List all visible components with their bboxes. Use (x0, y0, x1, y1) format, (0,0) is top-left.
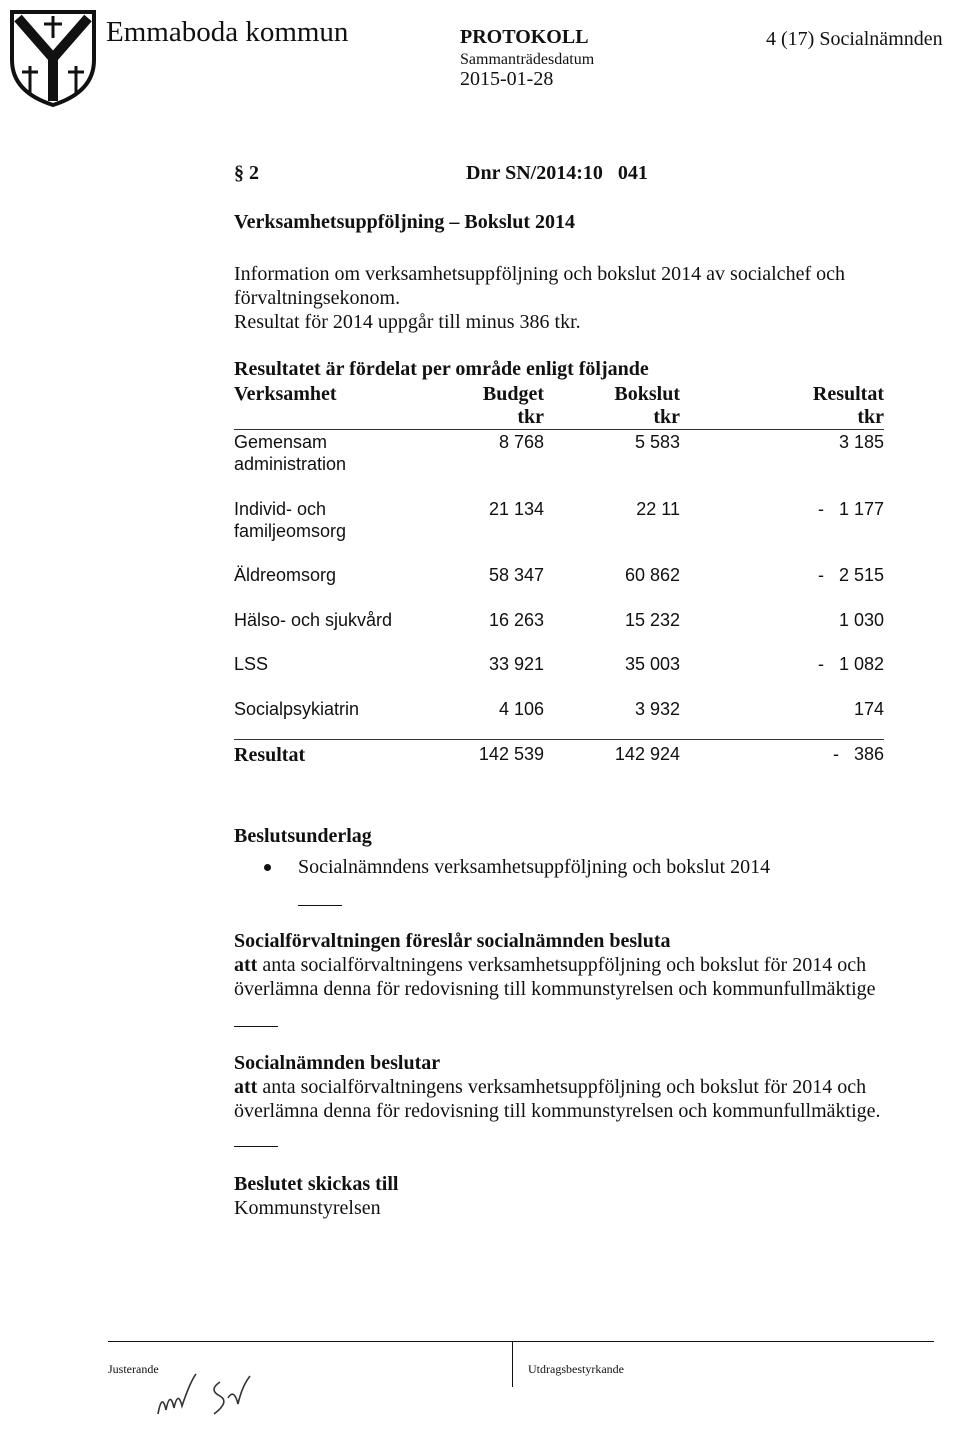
table-total-rule (234, 739, 884, 740)
municipality-name: Emmaboda kommun (106, 16, 349, 48)
justerande-label: Justerande (108, 1362, 159, 1376)
row-bokslut: 35 003 (624, 654, 680, 674)
row-name: familjeomsorg (234, 521, 347, 541)
decision-text: anta socialförvaltningens verksamhetsuppföljning och bokslut för 2014 och (262, 1076, 867, 1098)
decision-line (234, 1075, 866, 1099)
separator-dash (234, 1146, 278, 1147)
total-resultat: - 386 (832, 744, 884, 764)
info-line: Resultat för 2014 uppgår till minus 386 tkr. (234, 311, 581, 333)
unit-label: tkr (653, 406, 680, 428)
row-bokslut: 3 932 (634, 699, 680, 719)
column-header-verksamhet: Verksamhet (234, 383, 337, 405)
info-line: förvaltningsekonom. (234, 287, 401, 309)
table-title: Resultatet är fördelat per område enligt följande (234, 358, 649, 380)
sent-to-recipient: Kommunstyrelsen (234, 1197, 381, 1219)
row-budget: 16 263 (488, 610, 544, 630)
decision-line: överlämna denna för redovisning till kommunstyrelsen och kommunfullmäktige. (234, 1100, 881, 1122)
footer-divider (512, 1341, 513, 1387)
row-resultat: - 1 082 (817, 654, 884, 674)
decision-heading: Socialnämnden beslutar (234, 1052, 441, 1074)
total-budget: 142 539 (478, 744, 544, 764)
separator-dash (298, 905, 342, 906)
bullet-icon (264, 864, 271, 871)
row-name: Hälso- och sjukvård (234, 610, 393, 630)
proposal-heading: Socialförvaltningen föreslår socialnämnden besluta (234, 930, 671, 952)
column-header-bokslut: Bokslut (614, 383, 680, 405)
proposal-text: anta socialförvaltningens verksamhetsuppföljning och bokslut för 2014 och (262, 954, 867, 976)
paragraph-number: § 2 (234, 162, 259, 184)
att-keyword: att (234, 954, 258, 976)
separator-dash (234, 1026, 278, 1027)
row-budget: 58 347 (488, 565, 544, 585)
row-resultat: 3 185 (838, 432, 884, 452)
att-keyword: att (234, 1076, 258, 1098)
page-info: 4 (17) Socialnämnden (766, 28, 943, 50)
column-header-resultat: Resultat (812, 383, 884, 405)
row-bokslut: 22 11 (636, 499, 680, 519)
unit-label: tkr (517, 406, 544, 428)
basis-heading: Beslutsunderlag (234, 825, 372, 847)
row-name: Äldreomsorg (234, 565, 337, 585)
proposal-line: överlämna denna för redovisning till kommunstyrelsen och kommunfullmäktige (234, 978, 876, 1000)
case-heading: Verksamhetsuppföljning – Bokslut 2014 (234, 211, 576, 233)
meeting-date-label: Sammanträdesdatum (460, 51, 595, 68)
row-resultat: - 1 177 (817, 499, 884, 519)
utdragsbestyrkande-label: Utdragsbestyrkande (528, 1362, 624, 1376)
total-bokslut: 142 924 (614, 744, 680, 764)
meeting-date: 2015-01-28 (460, 68, 554, 90)
row-budget: 21 134 (488, 499, 544, 519)
sent-to-heading: Beslutet skickas till (234, 1173, 399, 1195)
document-type: PROTOKOLL (460, 26, 589, 48)
row-name: LSS (234, 654, 269, 674)
row-budget: 33 921 (488, 654, 544, 674)
row-budget: 4 106 (498, 699, 544, 719)
row-resultat: - 2 515 (817, 565, 884, 585)
row-name: Socialpsykiatrin (234, 699, 360, 719)
row-name: Individ- och (234, 499, 327, 519)
proposal-line (234, 953, 866, 977)
row-budget: 8 768 (498, 432, 544, 452)
row-bokslut: 60 862 (624, 565, 680, 585)
row-name: administration (234, 454, 347, 474)
basis-item: Socialnämndens verksamhetsuppföljning och bokslut 2014 (298, 856, 771, 878)
table-header-rule (234, 429, 884, 430)
signature-initials (150, 1362, 260, 1422)
row-resultat: 174 (853, 699, 884, 719)
row-resultat: 1 030 (838, 610, 884, 630)
row-bokslut: 15 232 (624, 610, 680, 630)
unit-label: tkr (857, 406, 884, 428)
case-number: Dnr SN/2014:10 041 (466, 162, 648, 184)
coat-of-arms-logo (8, 8, 98, 108)
row-bokslut: 5 583 (634, 432, 680, 452)
footer-rule (108, 1341, 934, 1342)
column-header-budget: Budget (482, 383, 544, 405)
info-line: Information om verksamhetsuppföljning och bokslut 2014 av socialchef och (234, 263, 845, 285)
row-name: Gemensam (234, 432, 328, 452)
total-label: Resultat (234, 744, 306, 766)
